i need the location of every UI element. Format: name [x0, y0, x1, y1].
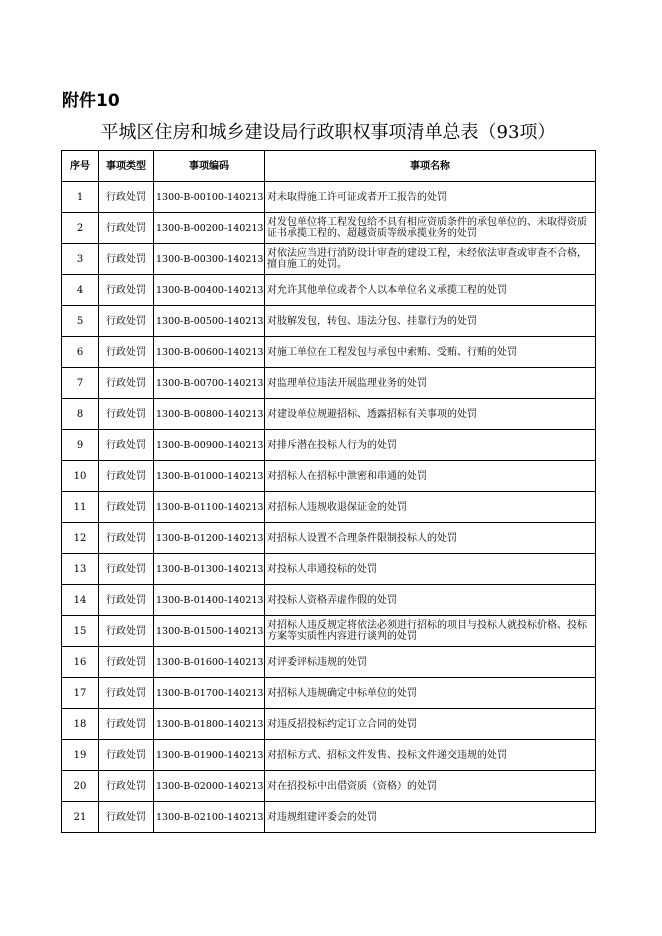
cell-code: 1300-B-01600-140213 — [154, 647, 265, 678]
cell-code: 1300-B-01800-140213 — [154, 709, 265, 740]
cell-code: 1300-B-00400-140213 — [154, 275, 265, 306]
cell-name: 对招标人违规收退保证金的处罚 — [265, 492, 596, 523]
header-code: 事项编码 — [154, 151, 265, 182]
table-row — [62, 802, 596, 833]
cell-name: 对招标人在招标中泄密和串通的处罚 — [265, 461, 596, 492]
cell-type: 行政处罚 — [99, 368, 154, 399]
cell-type: 行政处罚 — [99, 585, 154, 616]
cell-no: 13 — [62, 554, 99, 585]
cell-name: 对发包单位将工程发包给不具有相应资质条件的承包单位的、未取得资质证书承揽工程的、超越资质等级承揽业务的处罚 — [265, 213, 596, 244]
table-row — [62, 492, 596, 523]
cell-code: 1300-B-00100-140213 — [154, 182, 265, 213]
cell-name: 对肢解发包，转包、违法分包、挂靠行为的处罚 — [265, 306, 596, 337]
cell-name: 对在招投标中出借资质（资格）的处罚 — [265, 771, 596, 802]
cell-type: 行政处罚 — [99, 461, 154, 492]
header-no: 序号 — [62, 151, 99, 182]
table-row — [62, 523, 596, 554]
table-row — [62, 182, 596, 213]
cell-no: 18 — [62, 709, 99, 740]
cell-name: 对违规组建评委会的处罚 — [265, 802, 596, 833]
cell-code: 1300-B-00300-140213 — [154, 244, 265, 275]
cell-code: 1300-B-00600-140213 — [154, 337, 265, 368]
cell-code: 1300-B-00200-140213 — [154, 213, 265, 244]
cell-name: 对招标人设置不合理条件限制投标人的处罚 — [265, 523, 596, 554]
header-type: 事项类型 — [99, 151, 154, 182]
cell-type: 行政处罚 — [99, 337, 154, 368]
cell-code: 1300-B-02100-140213 — [154, 802, 265, 833]
cell-type: 行政处罚 — [99, 492, 154, 523]
cell-name: 对依法应当进行消防设计审查的建设工程，未经依法审查或审查不合格，擅自施工的处罚。 — [265, 244, 596, 275]
page-title: 平城区住房和城乡建设局行政职权事项清单总表（93项） — [100, 122, 556, 143]
cell-code: 1300-B-01000-140213 — [154, 461, 265, 492]
cell-code: 1300-B-01900-140213 — [154, 740, 265, 771]
cell-type: 行政处罚 — [99, 554, 154, 585]
cell-no: 2 — [62, 213, 99, 244]
table-row — [62, 430, 596, 461]
cell-no: 20 — [62, 771, 99, 802]
table-row — [62, 616, 596, 647]
table-row — [62, 399, 596, 430]
cell-name: 对评委评标违规的处罚 — [265, 647, 596, 678]
cell-no: 10 — [62, 461, 99, 492]
cell-no: 8 — [62, 399, 99, 430]
cell-no: 11 — [62, 492, 99, 523]
cell-code: 1300-B-01200-140213 — [154, 523, 265, 554]
cell-no: 3 — [62, 244, 99, 275]
cell-type: 行政处罚 — [99, 740, 154, 771]
cell-code: 1300-B-01700-140213 — [154, 678, 265, 709]
table-row — [62, 244, 596, 275]
table-row — [62, 585, 596, 616]
cell-code: 1300-B-01400-140213 — [154, 585, 265, 616]
cell-no: 21 — [62, 802, 99, 833]
cell-code: 1300-B-00800-140213 — [154, 399, 265, 430]
cell-code: 1300-B-01500-140213 — [154, 616, 265, 647]
table-row — [62, 368, 596, 399]
cell-type: 行政处罚 — [99, 430, 154, 461]
cell-code: 1300-B-00900-140213 — [154, 430, 265, 461]
cell-code: 1300-B-01100-140213 — [154, 492, 265, 523]
cell-type: 行政处罚 — [99, 275, 154, 306]
cell-type: 行政处罚 — [99, 399, 154, 430]
cell-type: 行政处罚 — [99, 678, 154, 709]
cell-no: 1 — [62, 182, 99, 213]
cell-no: 17 — [62, 678, 99, 709]
table-row — [62, 647, 596, 678]
table-row — [62, 554, 596, 585]
table-row — [62, 213, 596, 244]
table-row — [62, 771, 596, 802]
cell-no: 14 — [62, 585, 99, 616]
cell-no: 15 — [62, 616, 99, 647]
cell-code: 1300-B-01300-140213 — [154, 554, 265, 585]
cell-type: 行政处罚 — [99, 771, 154, 802]
table-header-row — [62, 151, 596, 182]
table-row — [62, 306, 596, 337]
cell-name: 对投标人资格弄虚作假的处罚 — [265, 585, 596, 616]
table-row — [62, 709, 596, 740]
cell-type: 行政处罚 — [99, 647, 154, 678]
cell-name: 对投标人串通投标的处罚 — [265, 554, 596, 585]
cell-code: 1300-B-00700-140213 — [154, 368, 265, 399]
cell-no: 7 — [62, 368, 99, 399]
cell-name: 对招标方式、招标文件发售、投标文件递交违规的处罚 — [265, 740, 596, 771]
cell-code: 1300-B-00500-140213 — [154, 306, 265, 337]
table-row — [62, 337, 596, 368]
cell-name: 对允许其他单位或者个人以本单位名义承揽工程的处罚 — [265, 275, 596, 306]
cell-type: 行政处罚 — [99, 709, 154, 740]
table-row — [62, 275, 596, 306]
header-name: 事项名称 — [265, 151, 596, 182]
cell-name: 对招标人违规确定中标单位的处罚 — [265, 678, 596, 709]
cell-no: 9 — [62, 430, 99, 461]
cell-type: 行政处罚 — [99, 244, 154, 275]
cell-name: 对招标人违反规定将依法必须进行招标的项目与投标人就投标价格、投标方案等实质性内容进行谈判的处罚 — [265, 616, 596, 647]
cell-type: 行政处罚 — [99, 523, 154, 554]
cell-name: 对施工单位在工程发包与承包中索贿、受贿、行贿的处罚 — [265, 337, 596, 368]
duty-list-table — [61, 150, 596, 833]
cell-no: 16 — [62, 647, 99, 678]
cell-type: 行政处罚 — [99, 306, 154, 337]
cell-no: 6 — [62, 337, 99, 368]
cell-name: 对未取得施工许可证或者开工报告的处罚 — [265, 182, 596, 213]
cell-no: 12 — [62, 523, 99, 554]
cell-no: 5 — [62, 306, 99, 337]
table-row — [62, 740, 596, 771]
cell-name: 对建设单位规避招标、透露招标有关事项的处罚 — [265, 399, 596, 430]
cell-no: 4 — [62, 275, 99, 306]
attachment-label: 附件10 — [62, 91, 120, 111]
table-row — [62, 461, 596, 492]
cell-name: 对排斥潜在投标人行为的处罚 — [265, 430, 596, 461]
cell-name: 对违反招投标约定订立合同的处罚 — [265, 709, 596, 740]
cell-name: 对监理单位违法开展监理业务的处罚 — [265, 368, 596, 399]
cell-type: 行政处罚 — [99, 616, 154, 647]
cell-type: 行政处罚 — [99, 182, 154, 213]
cell-type: 行政处罚 — [99, 802, 154, 833]
cell-type: 行政处罚 — [99, 213, 154, 244]
cell-no: 19 — [62, 740, 99, 771]
table-row — [62, 678, 596, 709]
cell-code: 1300-B-02000-140213 — [154, 771, 265, 802]
